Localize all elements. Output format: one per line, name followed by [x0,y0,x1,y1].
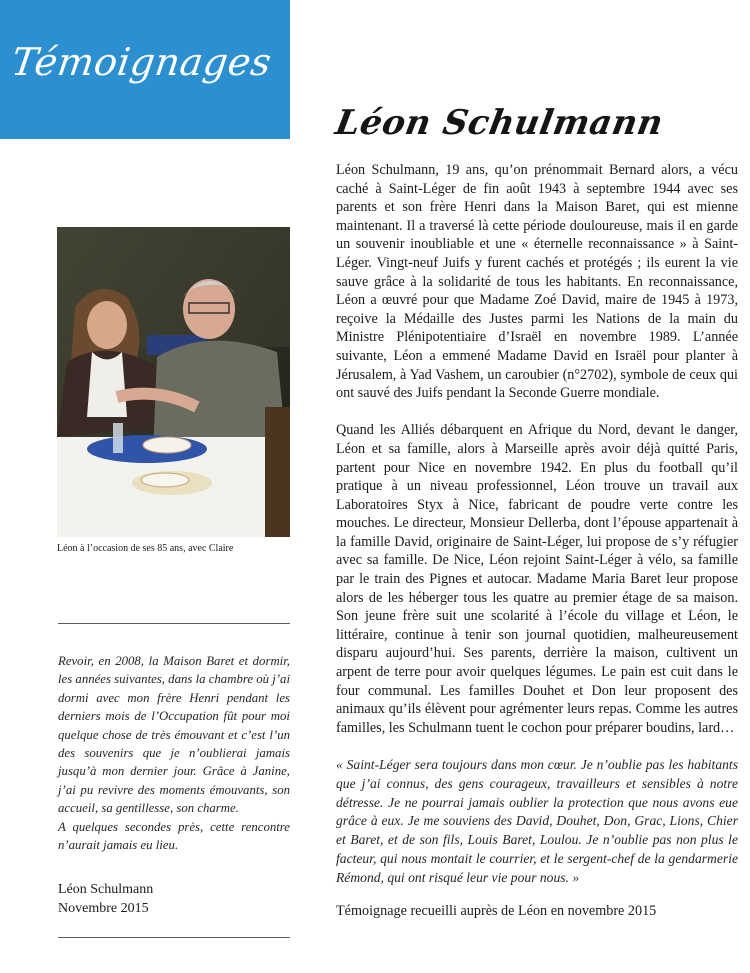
photo-caption: Léon à l’occasion de ses 85 ans, avec Claire [57,543,234,554]
signature-date: Novembre 2015 [58,901,149,916]
article-quote: « Saint-Léger sera toujours dans mon cœur. Je n’oublie pas les habitants que j’ai connus, des gens courageux, travailleurs et sensibles à notre détresse. Je ne pourrai jamais oublier la protection que nous avons eue grâce à eux. Je me souviens des David, Douhet, Don, Grac, Lions, Chier et Baret, et de son fils, Louis Baret, Loulou. Je n’oublie pas non plus le facteur, qui nous montait le courrier, et le sergent-chef de la gendarmerie Rémond, qui ont risqué leur vie pour nous. » [336,757,738,885]
sidebar-quote-paragraph: A quelques secondes près, cette rencontre n’aurait jamais eu lieu. [58,819,290,853]
article-credit: Témoignage recueilli auprès de Léon en novembre 2015 [336,902,657,919]
sidebar-signature [58,880,290,918]
article-body [336,161,738,920]
section-title: Témoignages [8,40,275,84]
divider-top [58,623,290,624]
article-paragraph: Quand les Alliés débarquent en Afrique du Nord, devant le danger, Léon et sa famille, alors à Marseille après avoir déjà quitté Paris, partent pour Nice en novembre 1942. En plus du football qu’il pratique à un niveau professionnel, Léon trouve un travail aux Laboratoires Styx à Nice, fabricant de poudre verte contre les mouches. Le directeur, Monsieur Dellerba, dont l’épouse appartenait à la famille David, originaire de Saint-Léger, lui propose de s’y réfugier avec sa famille. De Nice, Léon rejoint Saint-Léger à vélo, sa famille par le train des Pignes et autocar. Madame Maria Baret leur propose alors de les héberger tous les quatre au premier étage de sa maison. Son jeune frère suit une scolarité à l’école du village et Léon, le littéraire, continue à tenir son journal quotidien, malheureusement disparu aujourd’hui. Ses parents, derrière la maison, cultivent un arpent de terre pour avoir quelques légumes. Le pain est cuit dans le four communal. Les familles Douhet et Don leur proposent des animaux qu’ils élèvent pour agrémenter leurs repas. Comme les autres familles, les Schulmann tuent le cochon pour préparer boudins, lard… [336,422,738,736]
portrait-photo [57,227,290,537]
sidebar-quote-paragraph: Revoir, en 2008, la Maison Baret et dormir, les années suivantes, dans la chambre où j’ai dormi avec mon frère Henri pendant les derniers mois de l’Occupation fût pour moi quelque chose de très émouvant et c’est l’un des souvenirs que je n’oublierai jamais jusqu’à mon dernier jour. Grâce à Janine, j’ai pu revivre des moments émouvants, son accueil, sa gentillesse, son charme. [58,654,290,816]
article-title: Léon Schulmann [332,103,667,143]
signature-name: Léon Schulmann [58,882,154,897]
divider-bottom [58,937,290,938]
sidebar-quote [58,652,290,854]
section-banner [0,0,290,139]
article-paragraph: Léon Schulmann, 19 ans, qu’on prénommait Bernard alors, a vécu caché à Saint-Léger de fin août 1943 à septembre 1944 avec ses parents et son frère Henri dans la Maison Baret, qui est mienne maintenant. Il a traversé là cette période douloureuse, mais il en garde un souvenir inoubliable et une « éternelle reconnaissance » à Saint-Léger. Vingt-neuf Juifs y furent cachés et protégés ; ils eurent la vie sauve grâce à la solidarité de tous les habitants. En reconnaissance, Léon a œuvré pour que Madame Zoé David, maire de 1945 à 1973, reçoive la Médaille des Justes parmi les Nations de la main du Ministre Plénipotentiaire d’Israël en novembre 1989. L’année suivante, Léon a emmené Madame David en Israël pour planter à Jérusalem, à Yad Vashem, un caroubier (n°2702), symbole de ceux qui ont sauvé des Juifs pendant la Seconde Guerre mondiale. [336,162,738,402]
photo-illustration [57,227,290,537]
